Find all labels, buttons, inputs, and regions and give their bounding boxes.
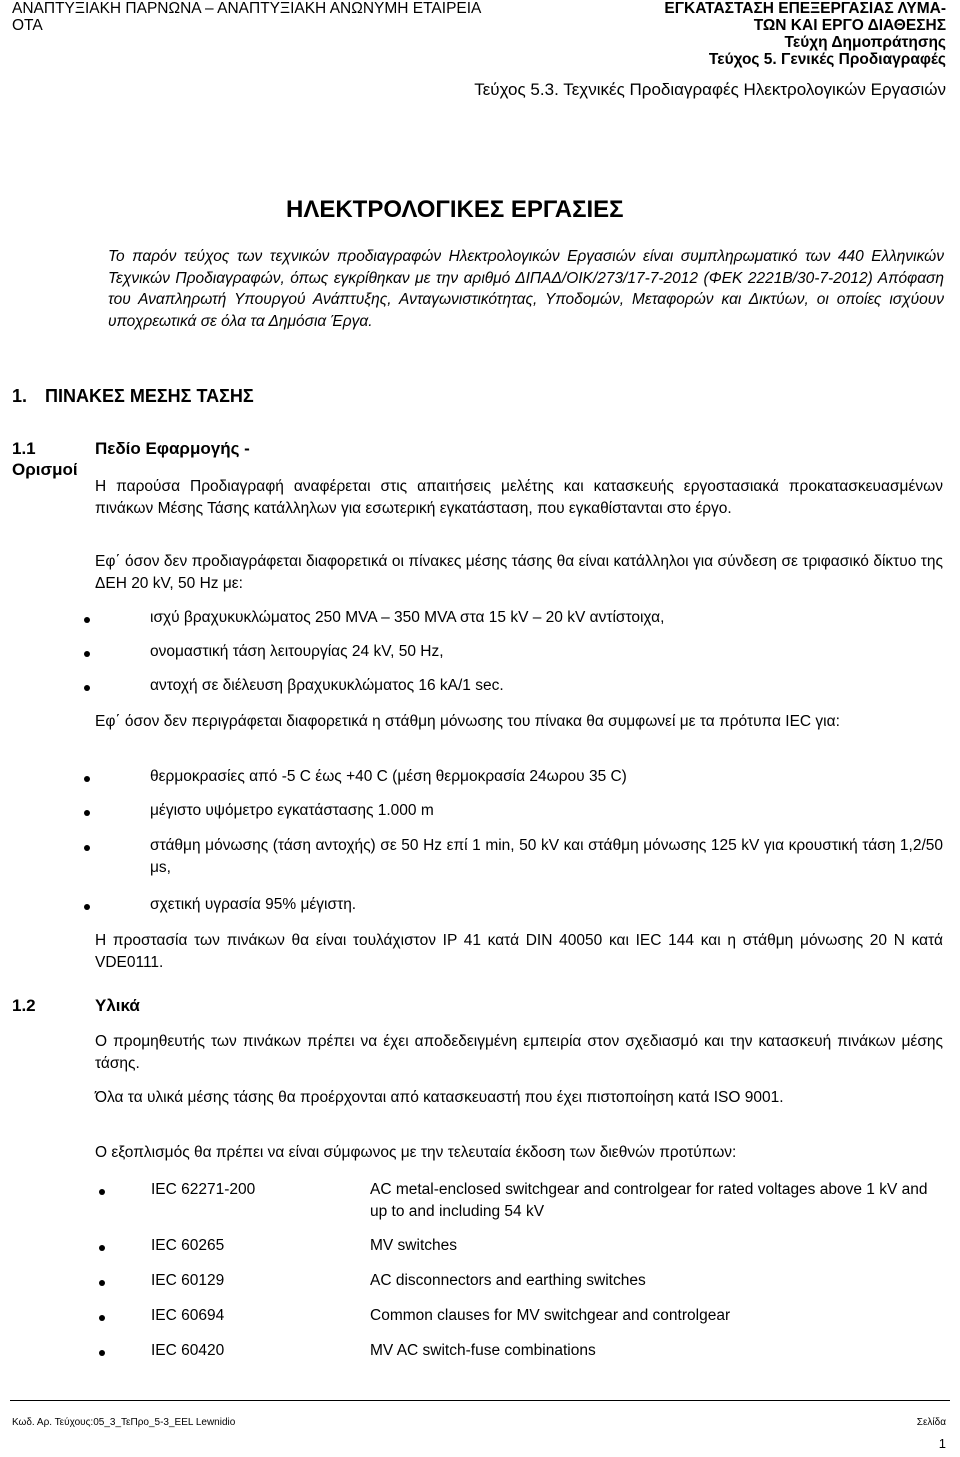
section-1-1-title: Πεδίο Εφαρμογής - Ορισμοί [12,439,250,479]
section-1-2-title: Υλικά [95,996,140,1015]
bullet-icon [99,1189,105,1195]
standard-description: AC metal-enclosed switchgear and controlgear for rated voltages above 1 kV and up to and including 54 kV [370,1181,928,1220]
list-item: θερμοκρασίες από -5 C έως +40 C (μέση θερμοκρασία 24ωρου 35 C) [150,768,627,785]
bullet-icon [99,1315,105,1321]
list-item: σχετική υγρασία 95% μέγιστη. [150,896,357,913]
section-1-1-paragraph-1: Η παρούσα Προδιαγραφή αναφέρεται στις απαιτήσεις μελέτης και κατασκευής εργοστασιακά προκατασκευασμένων πινάκων Μέσης Τάσης κατάλληλων για εσωτερική εγκατάσταση, που εγκαθίστανται στο έργο. [95,478,943,517]
page-title: ΗΛΕΚΤΡΟΛΟΓΙΚΕΣ ΕΡΓΑΣΙΕΣ [286,196,624,223]
standard-code: IEC 60420 [151,1342,225,1359]
footer-page-label: Σελίδα [916,1417,946,1428]
section-1-2-heading [12,995,312,1016]
list-item: ισχύ βραχυκυκλώματος 250 MVA – 350 MVA στα 15 kV – 20 kV αντίστοιχα, [150,609,665,626]
bullet-icon [84,904,90,910]
standard-code: IEC 60694 [151,1307,225,1324]
bullet-icon [99,1245,105,1251]
section-1-number: 1. [12,386,28,406]
standard-code: IEC 60129 [151,1272,225,1289]
bullet-icon [84,617,90,623]
section-1-heading [12,385,254,407]
header-project-line2: ΤΩΝ ΚΑΙ ΕΡΓΟ ΔΙΑΘΕΣΗΣ [753,17,946,34]
intro-paragraph: Το παρόν τεύχος των τεχνικών προδιαγραφών Ηλεκτρολογικών Εργασιών είναι συμπληρωματικό των 440 Ελληνικών Τεχνικών Προδιαγραφών, όπως εγκρίθηκαν με την αριθμό ΔΙΠΑΔ/ΟΙΚ/273/17-7-2012 (ΦΕΚ 2221Β/30-7-2012) Απόφαση του Αναπληρωτή Υπουργού Ανάπτυξης, Ανταγωνιστικότητας, Υποδομών, Μεταφορών και Δικτύων, οι οποίες ισχύουν υποχρεωτικά σε όλα τα Δημόσια Έργα. [108,248,944,331]
section-1-1-paragraph-3: Εφ΄ όσον δεν περιγράφεται διαφορετικά η στάθμη μόνωσης του πίνακα θα συμφωνεί με τα πρότυπα IEC για: [95,713,840,730]
list-item: στάθμη μόνωσης (τάση αντοχής) σε 50 Hz επί 1 min, 50 kV και στάθμη μόνωσης 125 kV για κρουστική τάση 1,2/50 μs, [150,837,943,876]
standard-description: MV AC switch-fuse combinations [370,1342,596,1359]
standard-description: MV switches [370,1237,457,1254]
bullet-icon [84,685,90,691]
bullet-icon [99,1350,105,1356]
bullet-icon [84,845,90,851]
standard-code: IEC 62271-200 [151,1181,256,1198]
section-1-1-paragraph-2: Εφ΄ όσον δεν προδιαγράφεται διαφορετικά οι πίνακες μέσης τάσης θα είναι κατάλληλοι για σύνδεση σε τριφασικό δίκτυο της ΔΕΗ 20 kV, 50 Hz με: [95,553,943,592]
header-org-line1: ΑΝΑΠΤΥΞΙΑΚΗ ΠΑΡΝΩΝΑ – ΑΝΑΠΤΥΞΙΑΚΗ ΑΝΩΝΥΜΗ ΕΤΑΙΡΕΙΑ [12,0,482,17]
footer-divider [10,1400,950,1401]
section-1-2-paragraph-1: Ο προμηθευτής των πινάκων πρέπει να έχει αποδεδειγμένη εμπειρία στον σχεδιασμό και την κατασκευή πινάκων μέσης τάσης. [95,1033,943,1072]
bullet-icon [84,651,90,657]
header-subtitle: Τεύχος 5.3. Τεχνικές Προδιαγραφές Ηλεκτρολογικών Εργασιών [474,80,946,99]
bullet-icon [84,810,90,816]
list-item: ονομαστική τάση λειτουργίας 24 kV, 50 Hz, [150,643,444,660]
header-org-line2: ΟΤΑ [12,17,43,34]
standard-description: AC disconnectors and earthing switches [370,1272,646,1289]
footer-page-number: 1 [938,1436,946,1451]
section-1-2-paragraph-2: Όλα τα υλικά μέσης τάσης θα προέρχονται από κατασκευαστή που έχει πιστοποίηση κατά ISO 9001. [95,1089,784,1106]
header-project-line3: Τεύχη Δημοπράτησης [784,34,946,51]
bullet-icon [99,1280,105,1286]
list-item: αντοχή σε διέλευση βραχυκυκλώματος 16 kA/1 sec. [150,677,504,694]
standard-description: Common clauses for MV switchgear and controlgear [370,1307,731,1324]
section-1-title: ΠΙΝΑΚΕΣ ΜΕΣΗΣ ΤΑΣΗΣ [45,386,254,406]
section-1-1-paragraph-4: Η προστασία των πινάκων θα είναι τουλάχιστον IP 41 κατά DIN 40050 και IEC 144 και η στάθμη μόνωσης 20 N κατά VDE0111. [95,932,943,971]
header-right [664,0,946,68]
header-left [12,0,481,34]
list-item: μέγιστο υψόμετρο εγκατάστασης 1.000 m [150,802,434,819]
standard-code: IEC 60265 [151,1237,225,1254]
header-project-line4: Τεύχος 5. Γενικές Προδιαγραφές [708,51,946,68]
section-1-1-number: 1.1 [12,439,36,458]
section-1-2-number: 1.2 [12,996,36,1015]
section-1-1-heading [12,438,312,480]
footer-doc-code: Κωδ. Αρ. Τεύχους:05_3_ΤεΠρο_5-3_EEL Lewnidio [12,1417,236,1428]
section-1-2-paragraph-3: Ο εξοπλισμός θα πρέπει να είναι σύμφωνος με την τελευταία έκδοση των διεθνών προτύπων: [95,1144,737,1161]
header-project-line1: ΕΓΚΑΤΑΣΤΑΣΗ ΕΠΕΞΕΡΓΑΣΙΑΣ ΛΥΜΑ- [664,0,946,17]
bullet-icon [84,776,90,782]
